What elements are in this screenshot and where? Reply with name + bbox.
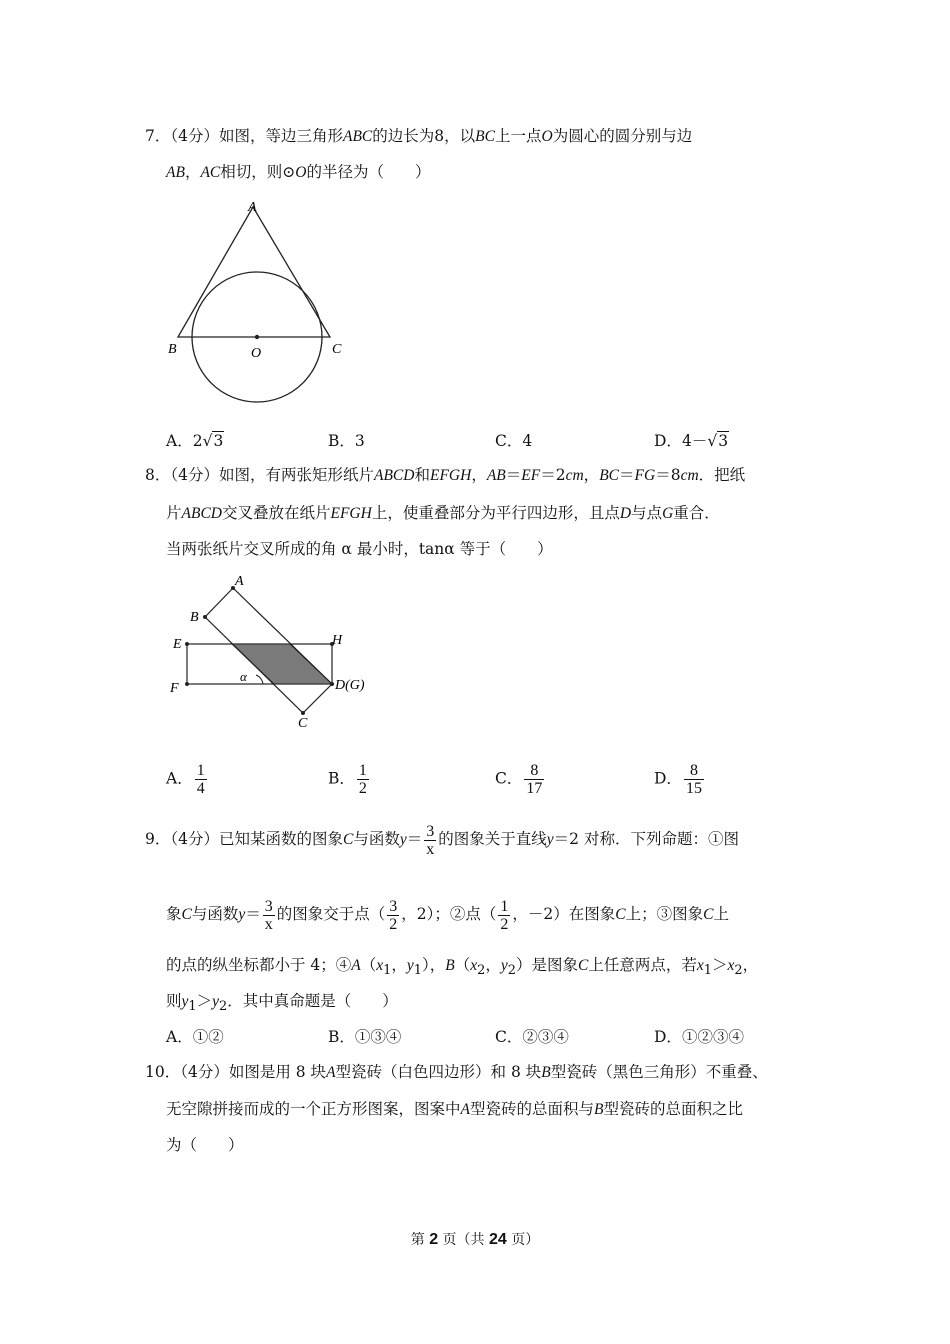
var: FG [634, 467, 656, 484]
option-label: C． [495, 432, 523, 450]
point-e [185, 642, 189, 646]
q7-line-1 [145, 125, 692, 148]
numerator: 8 [684, 762, 704, 780]
q8-text: ＝8 [655, 466, 681, 484]
var: BC [599, 467, 619, 484]
q9-line-4 [166, 990, 398, 1018]
label-b: B [190, 610, 199, 625]
q9-text: （ [454, 956, 471, 974]
var: EFGH [330, 505, 372, 522]
label-alpha: α [240, 669, 247, 684]
fraction [424, 823, 436, 858]
label-dg: D(G) [335, 678, 365, 693]
q9-text: ，2）；②点（ [401, 905, 497, 923]
q8-text: ＝2 [540, 466, 566, 484]
var: B [541, 1064, 551, 1081]
label-e: E [173, 637, 182, 652]
label-b: B [168, 342, 177, 357]
q8-text: ＝ [619, 466, 635, 484]
q9-text: （4分）已知某函数的图象 [170, 830, 343, 848]
label-c: C [298, 716, 308, 731]
subscript: 2 [219, 999, 228, 1015]
numerator: 8 [524, 762, 544, 780]
q9-option-c [495, 1025, 569, 1049]
var: C [615, 906, 626, 923]
q8-text: 片 [166, 504, 182, 522]
q9-text: ， [391, 956, 407, 974]
subscript: 1 [188, 999, 197, 1015]
label-a: A [248, 200, 257, 215]
page-total: 24 [489, 1231, 507, 1248]
var: G [662, 505, 674, 522]
q8-text: 和 [414, 466, 430, 484]
numerator: 3 [426, 822, 435, 840]
q9-text: ）是图象 [516, 956, 579, 974]
q10-line-3: 为（ ） [166, 1136, 244, 1154]
q10-line-2 [166, 1098, 743, 1121]
footer-text: 第 [410, 1232, 425, 1248]
center-point-o [255, 335, 259, 339]
option-label: B． [328, 432, 355, 450]
subscript: 2 [734, 963, 743, 979]
point-b [203, 615, 207, 619]
q8-text: ＝ [505, 466, 522, 484]
q9-text: 上任意两点，若 [588, 956, 697, 974]
q7-option-c [495, 429, 532, 453]
option-label: A． [166, 769, 193, 788]
q8-text: ， [583, 466, 600, 484]
label-o: O [251, 346, 262, 361]
var: D [619, 505, 632, 522]
subscript: 1 [383, 963, 392, 979]
option-value: 3 [354, 432, 365, 450]
option-value: ②③④ [522, 1028, 569, 1046]
option-value: 4－ [681, 432, 708, 450]
var: x [696, 957, 704, 974]
denominator: x [264, 915, 273, 933]
var: C [343, 831, 354, 848]
q7-var-bc: BC [475, 128, 495, 145]
numerator: 1 [196, 762, 205, 779]
q8-line-2 [166, 502, 720, 525]
subscript: 1 [703, 963, 712, 979]
var: y [546, 831, 554, 848]
var: ABCD [181, 505, 222, 522]
option-label: C． [495, 1028, 523, 1046]
option-value: ①③④ [354, 1028, 402, 1046]
q7-var-o: O [295, 164, 307, 181]
var: C [578, 957, 589, 974]
q10-text: 型瓷砖的总面积之比 [603, 1100, 743, 1118]
var: B [594, 1101, 604, 1118]
q7-text: 上一点 [494, 127, 542, 145]
option-value: 2 [192, 432, 203, 450]
numerator: 1 [500, 897, 509, 915]
q7-text: （4分）如图，等边三角形 [170, 127, 343, 145]
q9-line-1 [145, 820, 739, 859]
subscript: 2 [477, 963, 486, 979]
option-label: A． [166, 1028, 193, 1046]
denominator: 2 [389, 915, 398, 933]
q7-text: ， [184, 163, 201, 181]
q7-line-2 [166, 161, 430, 184]
option-label: D． [654, 432, 682, 450]
q7-var-o: O [541, 128, 553, 145]
label-h: H [332, 633, 343, 648]
option-label: D． [654, 769, 682, 788]
var: y [399, 831, 407, 848]
fraction [684, 762, 704, 797]
q9-text: ）， [422, 956, 446, 974]
var: C [181, 906, 192, 923]
q9-text: 的点的纵坐标都小于 4；④ [166, 956, 352, 974]
q8-number: 8． [145, 466, 171, 484]
unit: cm [680, 467, 699, 484]
var: y [181, 993, 189, 1010]
q10-number: 10． [145, 1063, 181, 1081]
denominator: 4 [196, 780, 205, 797]
q7-option-b [328, 429, 365, 453]
fraction [498, 898, 510, 933]
q8-text: 与点 [631, 504, 663, 522]
angle-alpha-arc [256, 675, 263, 684]
q7-text: 相切，则⊙ [220, 163, 296, 181]
denominator: 15 [685, 780, 702, 797]
q7-option-d [654, 429, 729, 453]
fraction [195, 762, 207, 797]
option-label: D． [654, 1028, 682, 1046]
q9-line-2 [166, 895, 729, 934]
option-value: 4 [522, 432, 533, 450]
var: x [727, 957, 735, 974]
fraction [387, 898, 399, 933]
var: AB [486, 467, 506, 484]
numerator: 1 [358, 762, 367, 779]
q9-text: 则 [166, 992, 182, 1010]
overlap-parallelogram [232, 644, 332, 684]
fraction [263, 898, 275, 933]
q8-text: 交叉叠放在纸片 [221, 504, 331, 522]
sqrt-symbol: √3 [202, 432, 224, 450]
page-number: 2 [429, 1231, 439, 1248]
q9-line-3 [166, 954, 758, 982]
q7-var-abc: ABC [343, 128, 373, 145]
q8-text: 上，使重叠部分为平行四边形，且点 [371, 504, 620, 522]
q9-number: 9． [145, 830, 171, 848]
q8-option-a [166, 762, 209, 797]
denominator: 2 [500, 915, 509, 933]
var: C [703, 906, 714, 923]
denominator: 17 [526, 780, 543, 797]
q7-option-a [166, 429, 224, 453]
q8-option-d [654, 762, 706, 797]
q9-text: ．其中真命题是（ ） [227, 992, 398, 1010]
q9-text: （ [360, 956, 377, 974]
radicand: 3 [718, 432, 729, 450]
q7-text: 的边长为8，以 [372, 127, 476, 145]
q10-text: 无空隙拼接而成的一个正方形图案，图案中 [166, 1100, 461, 1118]
var: x [470, 957, 478, 974]
var: EFGH [429, 467, 472, 484]
q10-text: 型瓷砖的总面积与 [469, 1100, 594, 1118]
q9-text: 上 [713, 905, 730, 923]
denominator: 2 [358, 780, 367, 797]
q9-option-a [166, 1025, 224, 1049]
option-label: A． [166, 432, 193, 450]
option-label: B． [328, 769, 355, 788]
q9-text: 上；③图象 [625, 905, 704, 923]
point-d [330, 682, 334, 686]
q8-option-c [495, 762, 546, 797]
q7-triangle-circle-figure [160, 190, 370, 425]
q8-option-b [328, 762, 371, 797]
q9-text: ＝ [406, 830, 423, 848]
label-c: C [332, 342, 342, 357]
q7-text: 的半径为（ ） [306, 163, 431, 181]
page-footer [0, 1229, 950, 1249]
q9-text: 象 [166, 905, 182, 923]
numerator: 3 [389, 897, 398, 915]
var: y [500, 957, 508, 974]
q10-text: （4分）如图是用 8 块 [180, 1063, 327, 1081]
q10-text: 型瓷砖（黑色三角形）不重叠、 [550, 1063, 768, 1081]
q9-text: ， [742, 956, 759, 974]
var: A [460, 1101, 470, 1118]
q8-text: 重合． [673, 504, 720, 522]
q8-line-3: 当两张纸片交叉所成的角 α 最小时，tanα 等于（ ） [166, 540, 553, 558]
q7-var-ab: AB [166, 164, 185, 181]
q9-text: ＞ [711, 956, 728, 974]
var: A [326, 1064, 336, 1081]
var: A [351, 957, 361, 974]
label-a: A [235, 574, 244, 589]
option-label: C． [495, 769, 523, 788]
q9-text: ， [485, 956, 501, 974]
subscript: 1 [413, 963, 423, 979]
q9-text: 与函数 [191, 905, 239, 923]
option-label: B． [328, 1028, 355, 1046]
q8-text: （4分）如图，有两张矩形纸片 [170, 466, 374, 484]
q9-text: 与函数 [353, 830, 400, 848]
fraction [357, 762, 369, 797]
var: B [445, 957, 455, 974]
q9-text: ＝2 对称．下列命题：①图 [553, 830, 739, 848]
var: EF [521, 467, 541, 484]
var: x [376, 957, 384, 974]
q9-text: 的图象关于直线 [438, 830, 547, 848]
var: y [406, 957, 414, 974]
q10-text: 型瓷砖（白色四边形）和 8 块 [335, 1063, 542, 1081]
denominator: x [426, 840, 435, 858]
numerator: 3 [264, 897, 273, 915]
option-value: ①②③④ [681, 1028, 744, 1046]
q10-line-1 [145, 1061, 768, 1084]
q9-text: ＝ [245, 905, 261, 923]
q9-text: ，－2）在图象 [512, 905, 616, 923]
q7-number: 7． [145, 127, 171, 145]
radicand: 3 [213, 432, 224, 450]
subscript: 2 [507, 963, 516, 979]
q8-text: ， [471, 466, 487, 484]
fraction [524, 762, 544, 797]
q8-rectangles-figure [160, 570, 390, 735]
sqrt-symbol: √3 [707, 432, 729, 450]
q9-text: ＞ [196, 992, 213, 1010]
footer-text: 页） [511, 1232, 540, 1248]
unit: cm [565, 467, 584, 484]
q7-text: 为圆心的圆分别与边 [552, 127, 693, 145]
option-value: ①② [192, 1028, 224, 1046]
q8-line-1 [145, 464, 745, 487]
q9-text: 的图象交于点（ [276, 905, 386, 923]
var: ABCD [374, 467, 415, 484]
var: y [238, 906, 246, 923]
point-c [301, 711, 305, 715]
q9-option-b [328, 1025, 401, 1049]
point-f [185, 682, 189, 686]
q7-var-ac: AC [200, 164, 221, 181]
label-f: F [170, 681, 179, 696]
footer-text: 页（共 [442, 1232, 485, 1248]
var: y [212, 993, 220, 1010]
q8-text: ．把纸 [698, 466, 746, 484]
q9-option-d [654, 1025, 744, 1049]
